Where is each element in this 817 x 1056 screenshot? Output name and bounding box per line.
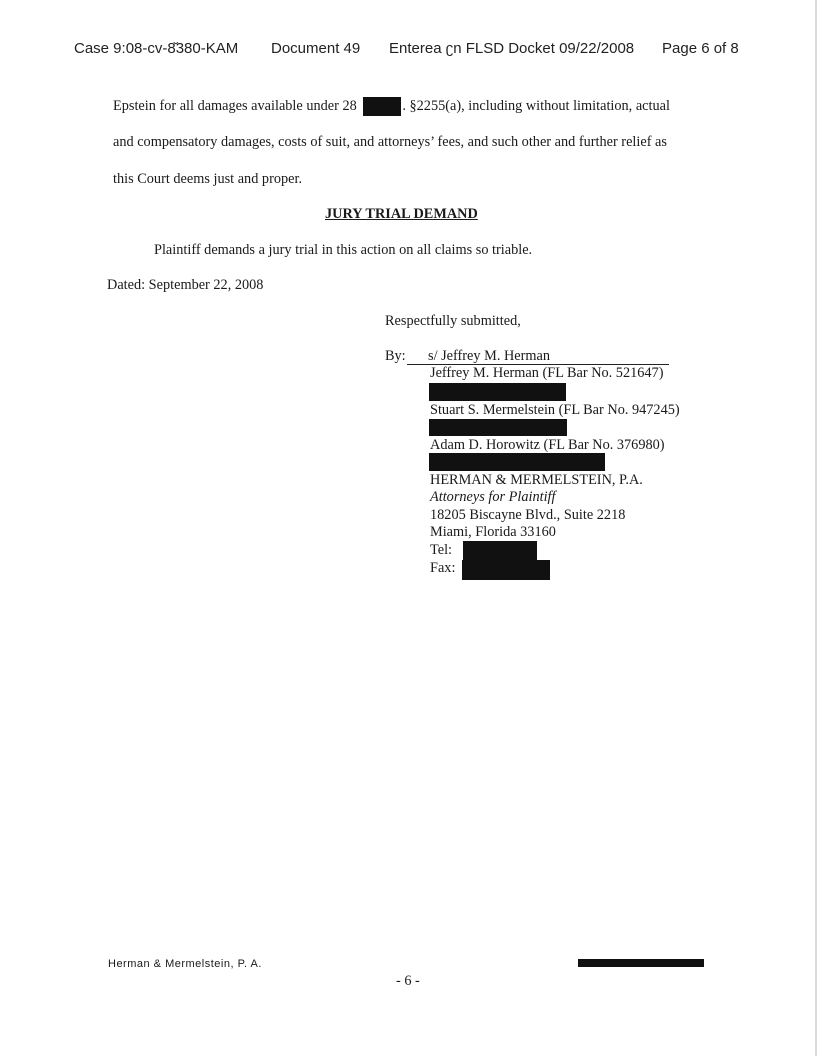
address-line-1: 18205 Biscayne Blvd., Suite 2218: [430, 507, 626, 523]
closing: Respectfully submitted,: [385, 313, 521, 329]
fax-label: Fax:: [430, 560, 456, 576]
attorney-horowitz: Adam D. Horowitz (FL Bar No. 376980): [430, 437, 665, 453]
firm-name: HERMAN & MERMELSTEIN, P.A.: [430, 472, 643, 488]
page-number: - 6 -: [396, 973, 420, 989]
attorney-herman: Jeffrey M. Herman (FL Bar No. 521647): [430, 365, 664, 381]
paragraph-line-3: this Court deems just and proper.: [113, 171, 303, 187]
paragraph-line-1-end: . §2255(a), including without limitation, actual: [402, 97, 670, 114]
signature-line: [407, 348, 669, 365]
footer-firm: Herman & Mermelstein, P. A.: [108, 958, 262, 970]
electronic-signature: s/ Jeffrey M. Herman: [428, 348, 551, 364]
by-label: By:: [385, 348, 406, 364]
attorney-mermelstein: Stuart S. Mermelstein (FL Bar No. 947245): [430, 402, 680, 418]
redaction-block: [363, 97, 401, 116]
address-line-2: Miami, Florida 33160: [430, 524, 556, 540]
firm-role: Attorneys for Plaintiff: [430, 489, 556, 505]
redaction-block: [463, 541, 537, 561]
redaction-block: [429, 453, 605, 471]
dated-line: Dated: September 22, 2008: [107, 277, 264, 293]
redaction-block: [429, 419, 567, 436]
jury-demand-text: Plaintiff demands a jury trial in this action on all claims so triable.: [154, 242, 533, 258]
header-case-number: Case 9:08-cv-8̆380-KAM: [74, 40, 239, 57]
redaction-block: [429, 383, 566, 401]
header-entered: Enterea ʗn FLSD Docket 09/22/2008: [389, 40, 635, 57]
redaction-block: [578, 959, 704, 967]
redaction-block: [462, 560, 550, 580]
paragraph-line-1: [113, 97, 670, 116]
header-page: Page 6 of 8: [662, 40, 739, 57]
paragraph-line-1-start: Epstein for all damages available under 28: [113, 97, 357, 114]
tel-label: Tel:: [430, 542, 453, 558]
paragraph-line-2: and compensatory damages, costs of suit, and attorneys’ fees, and such other and further relief as: [113, 134, 667, 150]
jury-trial-heading: JURY TRIAL DEMAND: [325, 206, 478, 222]
header-document: Document 49: [271, 40, 361, 57]
